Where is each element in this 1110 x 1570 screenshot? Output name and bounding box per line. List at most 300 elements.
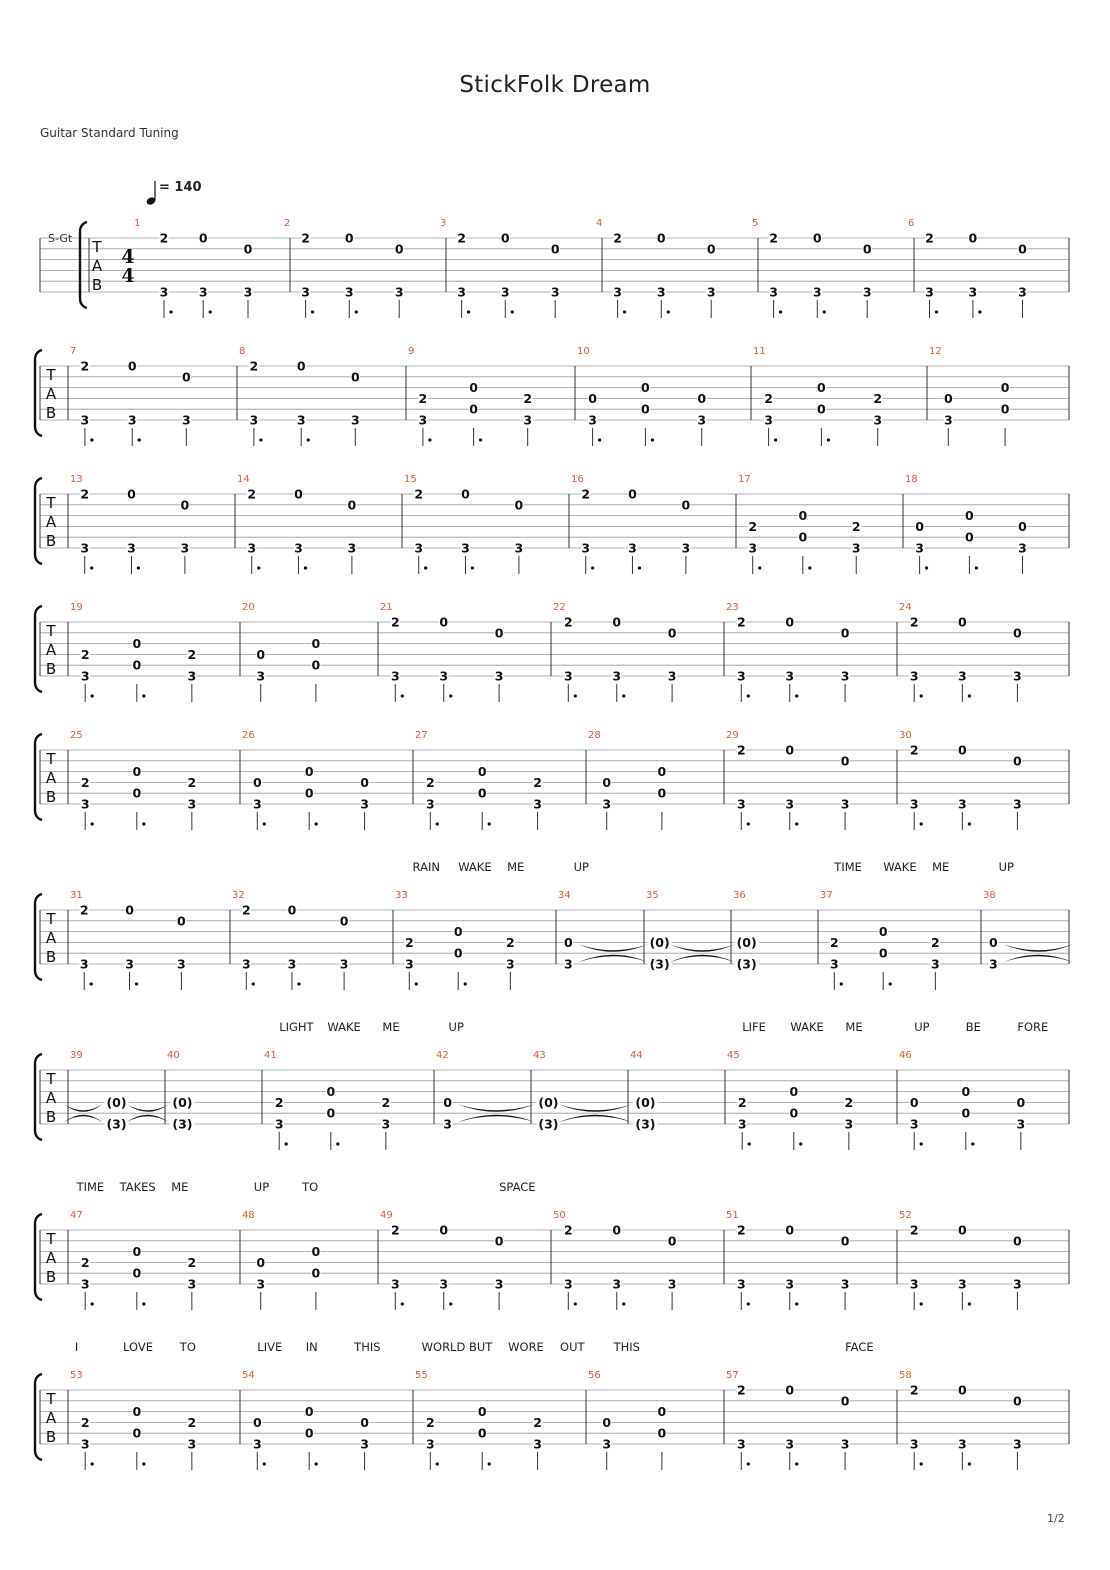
fret-number: 2 [563,614,573,630]
fret-number: 2 [736,614,746,630]
time-signature-digit: 4 [121,246,135,268]
rhythm-dot [823,310,826,313]
tab-clef-letter: B [45,660,57,678]
fret-number: 2 [925,230,934,246]
measure-number: 27 [415,730,428,741]
rhythm-dot [471,566,474,569]
fret-number: 0 [477,1425,487,1441]
fret-number: 3 [840,796,850,812]
fret-number: 3 [414,540,424,556]
fret-number: 0 [641,401,650,417]
measure-number: 14 [237,474,250,485]
rhythm-dot [137,566,140,569]
fret-number: 0 [132,636,142,652]
rhythm-dot [449,1302,452,1305]
fret-number: 3 [249,412,259,428]
fret-number: 0 [656,230,666,246]
measure [725,1050,897,1150]
fret-number: (0) [649,934,670,950]
fret-number: 2 [873,390,883,406]
tab-clef-letter: B [45,1428,57,1446]
fret-number: 3 [581,540,591,556]
rhythm-dot [591,566,594,569]
rhythm-dot [315,1462,318,1465]
fret-number: 3 [381,1116,391,1132]
measure-number: 11 [753,346,766,357]
fret-number: 0 [958,1222,967,1238]
measure-number: 25 [70,730,83,741]
fret-number: 3 [697,412,707,428]
measure [134,218,290,318]
fret-number: 3 [1018,540,1027,556]
fret-number: 0 [256,1254,266,1270]
tab-clef-letter: T [92,238,102,256]
fret-number: 0 [965,508,974,524]
fret-number: 0 [461,486,470,502]
fret-number: 0 [360,774,369,790]
measure-number: 16 [571,474,584,485]
fret-number: 2 [381,1094,391,1110]
fret-number: 3 [840,1276,850,1292]
fret-number: 3 [748,540,758,556]
fret-number: 3 [390,668,400,684]
fret-number: 0 [798,508,808,524]
fret-number: 0 [326,1084,336,1100]
lyric-word: LOVE [123,1340,154,1354]
fret-number: 3 [301,284,310,300]
fret-number: 3 [785,796,795,812]
fret-number: 3 [550,284,560,300]
lyric-word: WORE [508,1340,544,1354]
rhythm-dot [263,1462,266,1465]
rhythm-dot [415,982,418,985]
fret-number: 0 [785,1222,795,1238]
measure [575,346,751,446]
rhythm-dot [975,566,978,569]
tie-arc [1003,955,1073,963]
tab-clef-letter: B [45,532,57,550]
rhythm-dot [479,438,482,441]
rhythm-dot [449,694,452,697]
fret-number: 0 [1013,1393,1022,1409]
fret-number: 0 [915,518,924,534]
lyric-word: ME [507,860,525,874]
fret-number: 3 [360,1436,369,1452]
fret-number: 2 [457,230,466,246]
tab-system [35,730,1069,830]
fret-number: 3 [736,668,746,684]
lyric-word: LIFE [742,1020,766,1034]
fret-number: 0 [602,774,612,790]
song-title: StickFolk Dream [459,72,651,98]
fret-number: 0 [785,742,795,758]
fret-number: 3 [523,412,533,428]
measure-number: 3 [440,218,447,229]
system-bracket [35,734,42,820]
fret-number: 0 [256,646,266,662]
measure [237,346,406,446]
rhythm-dot [90,982,93,985]
rhythm-dot [978,310,981,313]
fret-number: 0 [862,241,872,257]
fret-number: 0 [469,401,478,417]
fret-number: 3 [506,956,515,972]
rhythm-dot [747,1302,750,1305]
fret-number: 0 [1018,241,1027,257]
fret-number: 3 [628,540,637,556]
measure [230,890,393,990]
rhythm-dot [464,982,467,985]
time-signature-digit: 4 [121,265,135,287]
lyric-word: TAKES [119,1180,156,1194]
measure [628,1050,725,1132]
fret-number: 0 [311,1244,321,1260]
fret-number: 0 [840,1233,850,1249]
fret-number: 0 [588,390,597,406]
tab-clef-letter: B [91,276,103,294]
fret-number: 2 [274,1094,284,1110]
fret-number: 3 [667,1276,677,1292]
fret-number: 2 [80,774,90,790]
rhythm-dot [920,694,923,697]
rhythm-dot [315,822,318,825]
measure [68,890,230,990]
tab-clef-letter: T [46,1230,56,1248]
tab-clef-letter: B [45,404,57,422]
fret-number: 0 [1013,753,1022,769]
fret-number: 0 [294,486,303,502]
rhythm-dot [307,438,310,441]
rhythm-dot [142,1462,145,1465]
fret-number: 3 [514,540,524,556]
fret-number: 3 [80,540,90,556]
tie-arc [458,1104,535,1112]
fret-number: 2 [737,1094,747,1110]
fret-number: 3 [958,1276,967,1292]
fret-number: 2 [581,486,591,502]
rhythm-dot [297,982,300,985]
rhythm-dot [968,694,971,697]
measure-number: 29 [726,730,739,741]
measure [897,602,1069,702]
fret-number: 3 [494,668,504,684]
fret-number: (0) [172,1094,193,1110]
fret-number: (0) [635,1094,656,1110]
lyric-word: WAKE [883,860,917,874]
tie-arc [64,1115,103,1123]
rhythm-dot [840,982,843,985]
lyric-word: ME [932,860,950,874]
fret-number: 2 [241,902,251,918]
measure-number: 44 [630,1050,643,1061]
fret-number: 3 [1018,284,1027,300]
fret-number: 0 [177,913,186,929]
fret-number: 0 [347,497,357,513]
tie-arc [578,944,648,952]
tie-arc [1003,944,1073,952]
measure-number: 19 [70,602,83,613]
measure-number: 52 [899,1210,912,1221]
fret-number: (0) [538,1094,559,1110]
fret-number: 0 [602,1414,612,1430]
tab-clef-letter: A [45,385,57,403]
fret-number: 2 [851,518,861,534]
fret-number: 2 [523,390,533,406]
measure-number: 15 [404,474,417,485]
measure-number: 58 [899,1370,912,1381]
fret-number: 3 [736,1436,746,1452]
lyric-word: I [74,1340,79,1354]
fret-number: 3 [125,956,134,972]
fret-number: 3 [80,1436,90,1452]
tab-system [35,1340,1069,1470]
lyric-word: THIS [354,1340,381,1354]
fret-number: 3 [613,284,622,300]
fret-number: 3 [80,1276,90,1292]
measure [531,1050,632,1132]
fret-number: 3 [79,956,89,972]
measure-number: 47 [70,1210,83,1221]
measure-number: 42 [436,1050,449,1061]
fret-number: 3 [443,1116,452,1132]
fret-number: 3 [533,796,542,812]
lyric-word: FACE [845,1340,874,1354]
measure [724,730,897,830]
measure [68,730,240,830]
rhythm-dot [920,1142,923,1145]
fret-number: 3 [909,668,919,684]
lyric-word: UP [914,1020,930,1034]
rhythm-dot [667,310,670,313]
track-label: S-Gt [48,232,73,245]
fret-number: 0 [817,401,826,417]
lyric-word: WAKE [790,1020,824,1034]
fret-number: 3 [612,668,622,684]
fret-number: 2 [736,742,746,758]
fret-number: 3 [404,956,414,972]
fret-number: 3 [988,956,998,972]
rhythm-dot [889,982,892,985]
rhythm-dot [968,1462,971,1465]
lyric-word: WAKE [458,860,492,874]
measure [751,346,927,446]
tab-clef-letter: A [45,641,57,659]
tab-clef-letter: B [45,948,57,966]
lyric-word: OUT [560,1340,585,1354]
fret-number: 3 [736,796,746,812]
rhythm-dot [795,694,798,697]
fret-number: 3 [840,1436,850,1452]
measure-number: 37 [820,890,833,901]
fret-number: 3 [873,412,883,428]
measure [908,218,1069,318]
fret-number: 2 [769,230,778,246]
rhythm-dot [263,822,266,825]
fret-number: 3 [80,796,90,812]
fret-number: 3 [390,1276,400,1292]
fret-number: 3 [737,1116,747,1132]
rhythm-dot [424,566,427,569]
fret-number: 0 [127,358,137,374]
lyric-word: TO [179,1340,196,1354]
fret-number: 2 [533,774,542,790]
fret-number: 0 [840,753,850,769]
fret-number: 3 [347,540,357,556]
rhythm-dot [598,438,601,441]
fret-number: 3 [439,1276,449,1292]
fret-number: 3 [1016,1116,1026,1132]
measure [818,890,981,990]
fret-number: 0 [681,497,691,513]
measure-number: 51 [726,1210,739,1221]
fret-number: 2 [748,518,758,534]
fret-number: 0 [968,230,978,246]
measure-number: 49 [380,1210,393,1221]
fret-number: 3 [968,284,978,300]
fret-number: 3 [785,1436,795,1452]
tab-clef-letter: A [45,1409,57,1427]
rhythm-dot [511,310,514,313]
fret-number: 3 [909,796,919,812]
fret-number: 3 [181,412,191,428]
fret-number: 0 [514,497,524,513]
fret-number: 3 [602,1436,612,1452]
fret-number: 3 [785,1276,795,1292]
fret-number: 0 [789,1084,799,1100]
measure-number: 36 [733,890,746,901]
fret-number: 0 [453,924,463,940]
measure-number: 24 [899,602,912,613]
lyric-word: UP [253,1180,270,1194]
fret-number: 0 [311,1265,321,1281]
system-bracket [35,606,42,692]
fret-number: 0 [132,1244,142,1260]
rhythm-dot [209,310,212,313]
rhythm-dot [935,310,938,313]
fret-number: 2 [418,390,428,406]
lyric-word: FORE [1017,1020,1049,1034]
fret-number: 0 [469,380,478,396]
fret-number: 3 [844,1116,854,1132]
fret-number: 3 [769,284,778,300]
tab-clef-letter: T [46,1390,56,1408]
tab-system [35,346,1069,446]
fret-number: 0 [1000,380,1010,396]
tie-arc [127,1115,170,1123]
fret-number: 3 [602,796,612,812]
system-bracket [35,478,42,564]
rhythm-dot [257,566,260,569]
fret-number: (0) [736,934,757,950]
fret-number: 0 [443,1094,452,1110]
fret-number: 0 [252,774,262,790]
fret-number: 0 [965,529,974,545]
fret-number: 0 [697,390,707,406]
measure [440,218,602,318]
rhythm-dot [169,310,172,313]
fret-number: 2 [80,1414,90,1430]
measure-number: 12 [929,346,942,357]
fret-number: 0 [477,1404,487,1420]
fret-number: (3) [538,1116,559,1132]
measure [68,1210,240,1310]
fret-number: 0 [132,764,142,780]
fret-number: 3 [851,540,861,556]
tie-arc [458,1115,535,1123]
measure [378,1210,551,1310]
fret-number: 0 [132,657,142,673]
fret-number: 0 [394,241,404,257]
rhythm-dot [488,822,491,825]
rhythm-dot [795,822,798,825]
fret-number: 2 [247,486,257,502]
fret-number: 2 [563,1222,573,1238]
rhythm-dot [135,982,138,985]
measure [897,1370,1069,1470]
fret-number: 2 [425,774,435,790]
rhythm-dot [795,1462,798,1465]
fret-number: 0 [840,1393,850,1409]
measure [556,890,648,972]
rhythm-dot [623,310,626,313]
fret-number: 0 [550,241,560,257]
lyric-word: TIME [76,1180,105,1194]
fret-number: 0 [198,230,208,246]
fret-number: 3 [256,1276,266,1292]
measure [165,1050,262,1132]
tie-arc [127,1104,170,1112]
fret-number: 2 [909,1382,919,1398]
rhythm-dot [799,1142,802,1145]
system-bracket [35,350,42,436]
fret-number: (3) [172,1116,193,1132]
measure-number: 43 [533,1050,546,1061]
fret-number: 0 [287,902,297,918]
measure [378,602,551,702]
fret-number: 0 [657,785,667,801]
measure-number: 13 [70,474,83,485]
tab-system [35,1180,1069,1310]
fret-number: 3 [457,284,466,300]
fret-number: 3 [187,668,197,684]
fret-number: 2 [736,1382,746,1398]
fret-number: 3 [344,284,354,300]
fret-number: 2 [533,1414,542,1430]
measure-number: 30 [899,730,912,741]
fret-number: 3 [461,540,470,556]
fret-number: 3 [360,796,369,812]
fret-number: 0 [132,1425,142,1441]
lyric-word: TIME [834,860,862,874]
rhythm-dot [747,1462,750,1465]
tab-clef-letter: B [45,1108,57,1126]
rhythm-dot [142,694,145,697]
fret-number: 0 [958,614,967,630]
fret-number: 3 [187,1276,197,1292]
fret-number: 0 [961,1105,971,1121]
fret-number: 3 [127,412,137,428]
fret-number: 2 [909,1222,919,1238]
rhythm-dot [920,822,923,825]
lyric-word: UP [998,860,1014,874]
rhythm-dot [622,1302,625,1305]
fret-number: 2 [736,1222,746,1238]
rhythm-dot [252,982,255,985]
system-bracket [35,1054,42,1140]
fret-number: 0 [958,1382,967,1398]
measure [68,1370,240,1470]
fret-number: 3 [764,412,773,428]
